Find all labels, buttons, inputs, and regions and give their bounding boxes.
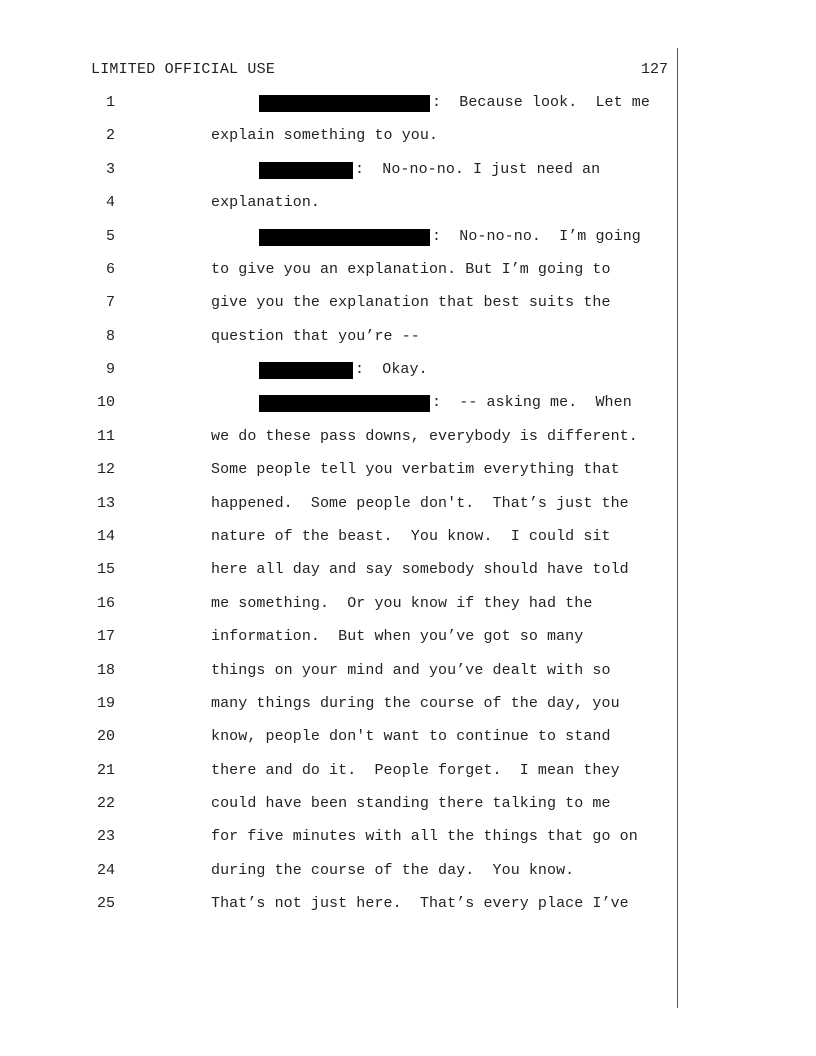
spoken-text: happened. Some people don't. That’s just the — [211, 494, 629, 512]
spoken-text: we do these pass downs, everybody is different. — [211, 427, 638, 445]
transcript-line — [0, 428, 677, 448]
right-margin-rule — [677, 48, 678, 1008]
transcript-line — [0, 695, 677, 715]
transcript-line — [0, 795, 677, 815]
spoken-text: to give you an explanation. But I’m going to — [211, 260, 611, 278]
spoken-text: me something. Or you know if they had the — [211, 594, 593, 612]
transcript-line — [0, 261, 677, 281]
transcript-line — [0, 228, 677, 248]
spoken-text: know, people don't want to continue to stand — [211, 728, 611, 746]
transcript-line — [0, 461, 677, 481]
transcript-line — [0, 94, 677, 114]
line-number: 16 — [96, 594, 115, 612]
transcript-line — [0, 528, 677, 548]
transcript-line — [0, 728, 677, 748]
classification-marking: LIMITED OFFICIAL USE — [91, 61, 276, 78]
speaker-redaction-bar — [259, 362, 353, 379]
transcript-line — [0, 828, 677, 848]
spoken-text: : No-no-no. I just need an — [355, 160, 601, 178]
line-number: 5 — [105, 227, 115, 245]
line-number: 3 — [105, 160, 115, 178]
transcript-line — [0, 127, 677, 147]
transcript-line — [0, 762, 677, 782]
line-number: 21 — [96, 761, 115, 779]
transcript-line — [0, 161, 677, 181]
spoken-text: during the course of the day. You know. — [211, 861, 575, 879]
spoken-text: : -- asking me. When — [432, 394, 632, 412]
spoken-text: there and do it. People forget. I mean they — [211, 761, 620, 779]
line-number: 4 — [105, 194, 115, 212]
line-number: 9 — [105, 361, 115, 378]
line-number: 12 — [96, 461, 115, 479]
line-number: 20 — [96, 728, 115, 746]
line-number: 15 — [96, 561, 115, 579]
line-number: 17 — [96, 628, 115, 646]
spoken-text: : No-no-no. I’m going — [432, 227, 641, 245]
spoken-text: question that you’re -- — [211, 327, 420, 345]
line-number: 18 — [96, 661, 115, 679]
transcript-line — [0, 862, 677, 882]
spoken-text: many things during the course of the day, you — [211, 694, 620, 712]
transcript-line — [0, 628, 677, 648]
speaker-redaction-bar — [259, 229, 430, 246]
spoken-text: information. But when you’ve got so many — [211, 628, 584, 646]
line-number: 22 — [96, 795, 115, 812]
spoken-text: here all day and say somebody should have told — [211, 561, 629, 579]
line-number: 7 — [105, 294, 115, 312]
line-number: 25 — [96, 895, 115, 913]
spoken-text: That’s not just here. That’s every place I’ve — [211, 895, 629, 913]
line-number: 2 — [105, 127, 115, 145]
transcript-line — [0, 361, 677, 381]
line-number: 14 — [96, 527, 115, 545]
line-number: 11 — [96, 427, 115, 445]
line-number: 13 — [96, 494, 115, 512]
spoken-text: explanation. — [211, 194, 320, 212]
transcript-line — [0, 328, 677, 348]
line-number: 10 — [96, 394, 115, 412]
transcript-line — [0, 194, 677, 214]
transcript-line — [0, 561, 677, 581]
spoken-text: for five minutes with all the things that go on — [211, 828, 638, 846]
speaker-redaction-bar — [259, 95, 430, 112]
line-number: 8 — [105, 327, 115, 345]
transcript-line — [0, 294, 677, 314]
page-number: 127 — [640, 61, 668, 78]
spoken-text: things on your mind and you’ve dealt with so — [211, 661, 611, 679]
line-number: 1 — [105, 94, 115, 111]
spoken-text: : Okay. — [355, 361, 428, 378]
transcript-line — [0, 895, 677, 915]
spoken-text: give you the explanation that best suits the — [211, 294, 611, 312]
line-number: 19 — [96, 694, 115, 712]
transcript-line — [0, 394, 677, 414]
speaker-redaction-bar — [259, 395, 430, 412]
line-number: 23 — [96, 828, 115, 846]
transcript-line — [0, 495, 677, 515]
spoken-text: nature of the beast. You know. I could sit — [211, 527, 611, 545]
line-number: 6 — [105, 260, 115, 278]
spoken-text: could have been standing there talking to me — [211, 795, 611, 812]
speaker-redaction-bar — [259, 162, 353, 179]
spoken-text: explain something to you. — [211, 127, 439, 145]
transcript-line — [0, 595, 677, 615]
spoken-text: Some people tell you verbatim everything that — [211, 461, 620, 479]
line-number: 24 — [96, 861, 115, 879]
transcript-line — [0, 662, 677, 682]
spoken-text: : Because look. Let me — [432, 94, 650, 111]
